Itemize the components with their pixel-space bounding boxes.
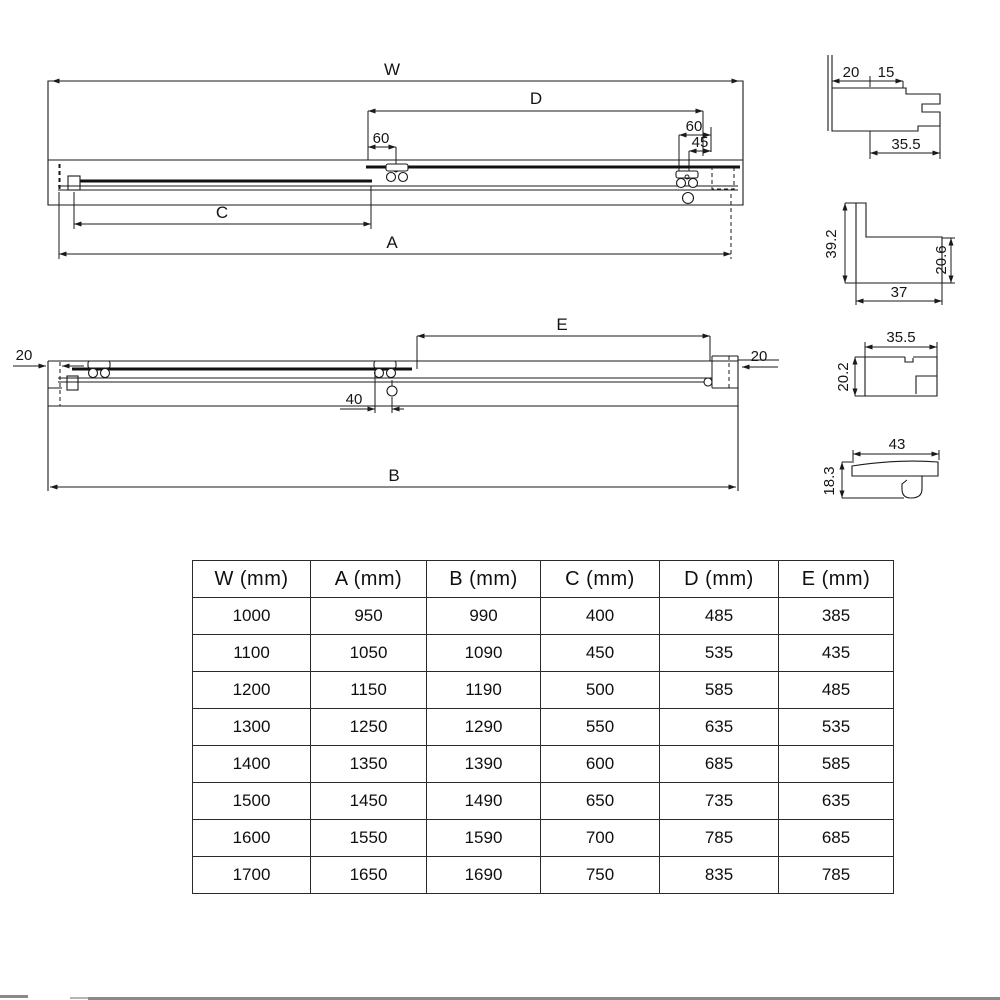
table-cell: 785 xyxy=(779,857,894,894)
dim-label-c: C xyxy=(215,203,229,222)
dim-label-60-left: 60 xyxy=(372,130,390,147)
table-cell: 685 xyxy=(660,746,779,783)
table-cell: 635 xyxy=(660,709,779,746)
table-cell: 1390 xyxy=(427,746,541,783)
table-cell: 600 xyxy=(541,746,660,783)
header-c: C (mm) xyxy=(541,561,660,598)
table-cell: 1150 xyxy=(311,672,427,709)
table-cell: 400 xyxy=(541,598,660,635)
dim-label-p4-43: 43 xyxy=(888,436,906,453)
bottom-bar-left xyxy=(0,995,28,998)
table-cell: 485 xyxy=(779,672,894,709)
table-cell: 1600 xyxy=(193,820,311,857)
dim-label-p3-202: 20.2 xyxy=(835,362,852,392)
table-cell: 450 xyxy=(541,635,660,672)
table-cell: 1500 xyxy=(193,783,311,820)
table-cell: 750 xyxy=(541,857,660,894)
dim-label-45: 45 xyxy=(691,134,709,151)
table-row xyxy=(193,746,894,783)
header-w: W (mm) xyxy=(193,561,311,598)
table-cell: 1550 xyxy=(311,820,427,857)
dim-label-p1-20: 20 xyxy=(842,64,860,81)
table-cell: 1000 xyxy=(193,598,311,635)
dim-label-a: A xyxy=(386,233,398,252)
table-cell: 550 xyxy=(541,709,660,746)
table-row xyxy=(193,672,894,709)
table-cell: 650 xyxy=(541,783,660,820)
table-cell: 635 xyxy=(779,783,894,820)
table-row xyxy=(193,635,894,672)
dim-label-60-right: 60 xyxy=(685,118,703,135)
profile-section-corner xyxy=(823,203,955,305)
dimensions-table xyxy=(192,560,894,894)
table-cell: 1690 xyxy=(427,857,541,894)
dim-label-p2-206: 20.6 xyxy=(933,245,950,275)
table-cell: 1100 xyxy=(193,635,311,672)
table-cell: 1250 xyxy=(311,709,427,746)
dim-label-40: 40 xyxy=(345,391,363,408)
profile-section-bottom xyxy=(821,436,939,498)
header-b: B (mm) xyxy=(427,561,541,598)
table-cell: 785 xyxy=(660,820,779,857)
top-view-drawing xyxy=(48,60,743,259)
table-cell: 1190 xyxy=(427,672,541,709)
bottom-bar-small xyxy=(70,997,90,999)
table-cell: 1450 xyxy=(311,783,427,820)
table-cell: 1200 xyxy=(193,672,311,709)
table-cell: 385 xyxy=(779,598,894,635)
dim-label-p2-37: 37 xyxy=(890,284,908,301)
table-cell: 1650 xyxy=(311,857,427,894)
table-cell: 1050 xyxy=(311,635,427,672)
table-cell: 500 xyxy=(541,672,660,709)
table-row xyxy=(193,820,894,857)
table-cell: 1400 xyxy=(193,746,311,783)
profile-section-mid xyxy=(835,329,937,396)
table-cell: 435 xyxy=(779,635,894,672)
dim-label-e: E xyxy=(556,315,568,334)
dim-label-d: D xyxy=(529,89,543,108)
header-d: D (mm) xyxy=(660,561,779,598)
table-cell: 1490 xyxy=(427,783,541,820)
header-a: A (mm) xyxy=(311,561,427,598)
table-row xyxy=(193,598,894,635)
dim-label-b: B xyxy=(388,466,400,485)
table-cell: 585 xyxy=(660,672,779,709)
open-view-drawing xyxy=(13,315,779,491)
table-cell: 1290 xyxy=(427,709,541,746)
dim-label-p1-355: 35.5 xyxy=(891,136,921,153)
table-cell: 835 xyxy=(660,857,779,894)
table-cell: 1300 xyxy=(193,709,311,746)
table-cell: 1090 xyxy=(427,635,541,672)
dim-label-p4-183: 18.3 xyxy=(821,466,838,496)
table-cell: 585 xyxy=(779,746,894,783)
table-cell: 700 xyxy=(541,820,660,857)
dim-label-p1-15: 15 xyxy=(877,64,895,81)
dim-label-w: W xyxy=(383,60,401,79)
table-row xyxy=(193,857,894,894)
table-cell: 485 xyxy=(660,598,779,635)
dim-label-p3-355: 35.5 xyxy=(886,329,916,346)
dim-label-20-left: 20 xyxy=(15,347,33,364)
table-row xyxy=(193,709,894,746)
dim-label-20-right: 20 xyxy=(750,348,768,365)
table-cell: 1350 xyxy=(311,746,427,783)
table-row xyxy=(193,783,894,820)
table-cell: 535 xyxy=(779,709,894,746)
roller-hanger-left xyxy=(386,164,408,182)
table-cell: 685 xyxy=(779,820,894,857)
table-cell: 990 xyxy=(427,598,541,635)
table-cell: 735 xyxy=(660,783,779,820)
table-header-row xyxy=(193,561,894,598)
table-cell: 535 xyxy=(660,635,779,672)
header-e: E (mm) xyxy=(779,561,894,598)
dim-label-p2-392: 39.2 xyxy=(823,229,840,259)
table-cell: 1590 xyxy=(427,820,541,857)
profile-section-top xyxy=(828,55,940,159)
table-cell: 950 xyxy=(311,598,427,635)
table-cell: 1700 xyxy=(193,857,311,894)
